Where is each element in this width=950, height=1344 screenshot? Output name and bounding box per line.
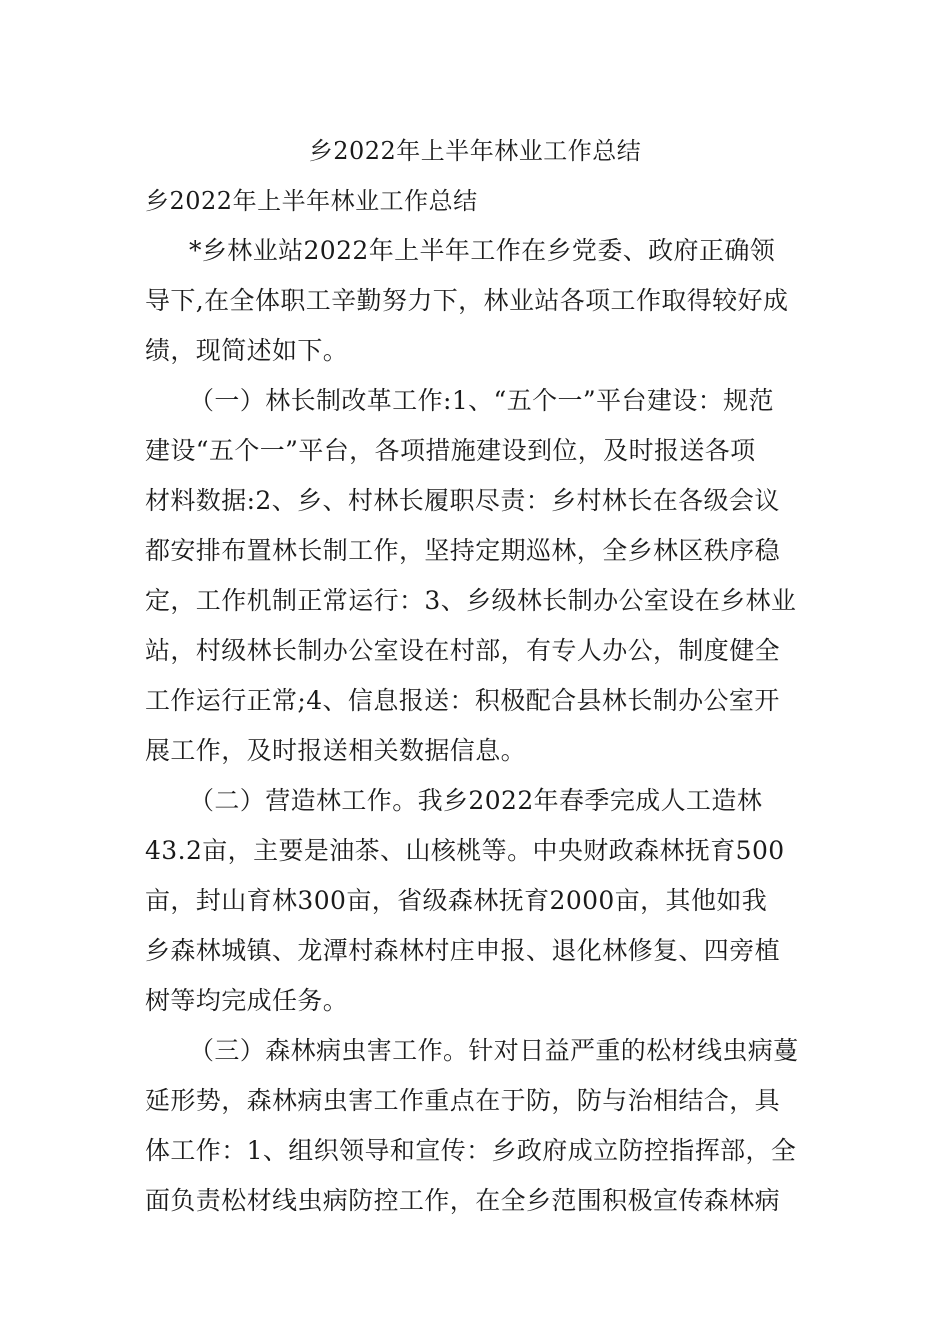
paragraph-intro bbox=[145, 226, 805, 376]
paragraph-line: （一）林长制改革工作:1、“五个一”平台建设：规范 bbox=[189, 386, 774, 415]
paragraph-line: 亩，封山育林300亩，省级森林抚育2000亩，其他如我 bbox=[145, 886, 768, 915]
paragraph-line: （二）营造林工作。我乡2022年春季完成人工造林 bbox=[189, 786, 763, 815]
document-title: 乡2022年上半年林业工作总结 bbox=[308, 137, 642, 165]
paragraph-line: 展工作，及时报送相关数据信息。 bbox=[145, 736, 527, 765]
paragraph-line: 面负责松材线虫病防控工作，在全乡范围积极宣传森林病 bbox=[145, 1186, 781, 1215]
paragraph-line: 导下,在全体职工辛勤努力下，林业站各项工作取得较好成 bbox=[145, 286, 789, 315]
paragraph-line: （三）森林病虫害工作。针对日益严重的松材线虫病蔓 bbox=[189, 1036, 799, 1065]
paragraph-line: 站，村级林长制办公室设在村部，有专人办公，制度健全 bbox=[145, 636, 781, 665]
paragraph-line: 树等均完成任务。 bbox=[145, 986, 349, 1015]
paragraph-line: 建设“五个一”平台，各项措施建设到位，及时报送各项 bbox=[145, 436, 756, 465]
paragraph-line: 乡森林城镇、龙潭村森林村庄申报、退化林修复、四旁植 bbox=[145, 936, 781, 965]
paragraph-line: 定，工作机制正常运行：3、乡级林长制办公室设在乡林业 bbox=[145, 586, 797, 615]
paragraph-line: 绩，现简述如下。 bbox=[145, 336, 349, 365]
paragraph-line: 延形势，森林病虫害工作重点在于防，防与治相结合，具 bbox=[145, 1086, 781, 1115]
paragraph-forest-chief bbox=[145, 376, 805, 776]
paragraph-line: 43.2亩，主要是油茶、山核桃等。中央财政森林抚育500 bbox=[145, 836, 785, 865]
paragraph-line: 材料数据:2、乡、村林长履职尽责：乡村林长在各级会议 bbox=[145, 486, 780, 515]
paragraph-pest-control bbox=[145, 1026, 805, 1226]
paragraph-line: *乡林业站2022年上半年工作在乡党委、政府正确领 bbox=[189, 236, 776, 265]
paragraph-line: 工作运行正常;4、信息报送：积极配合县林长制办公室开 bbox=[145, 686, 780, 715]
document-subtitle: 乡2022年上半年林业工作总结 bbox=[145, 187, 478, 215]
paragraph-line: 体工作：1、组织领导和宣传：乡政府成立防控指挥部，全 bbox=[145, 1136, 797, 1165]
paragraph-afforestation bbox=[145, 776, 805, 1026]
paragraph-line: 都安排布置林长制工作，坚持定期巡林，全乡林区秩序稳 bbox=[145, 536, 781, 565]
